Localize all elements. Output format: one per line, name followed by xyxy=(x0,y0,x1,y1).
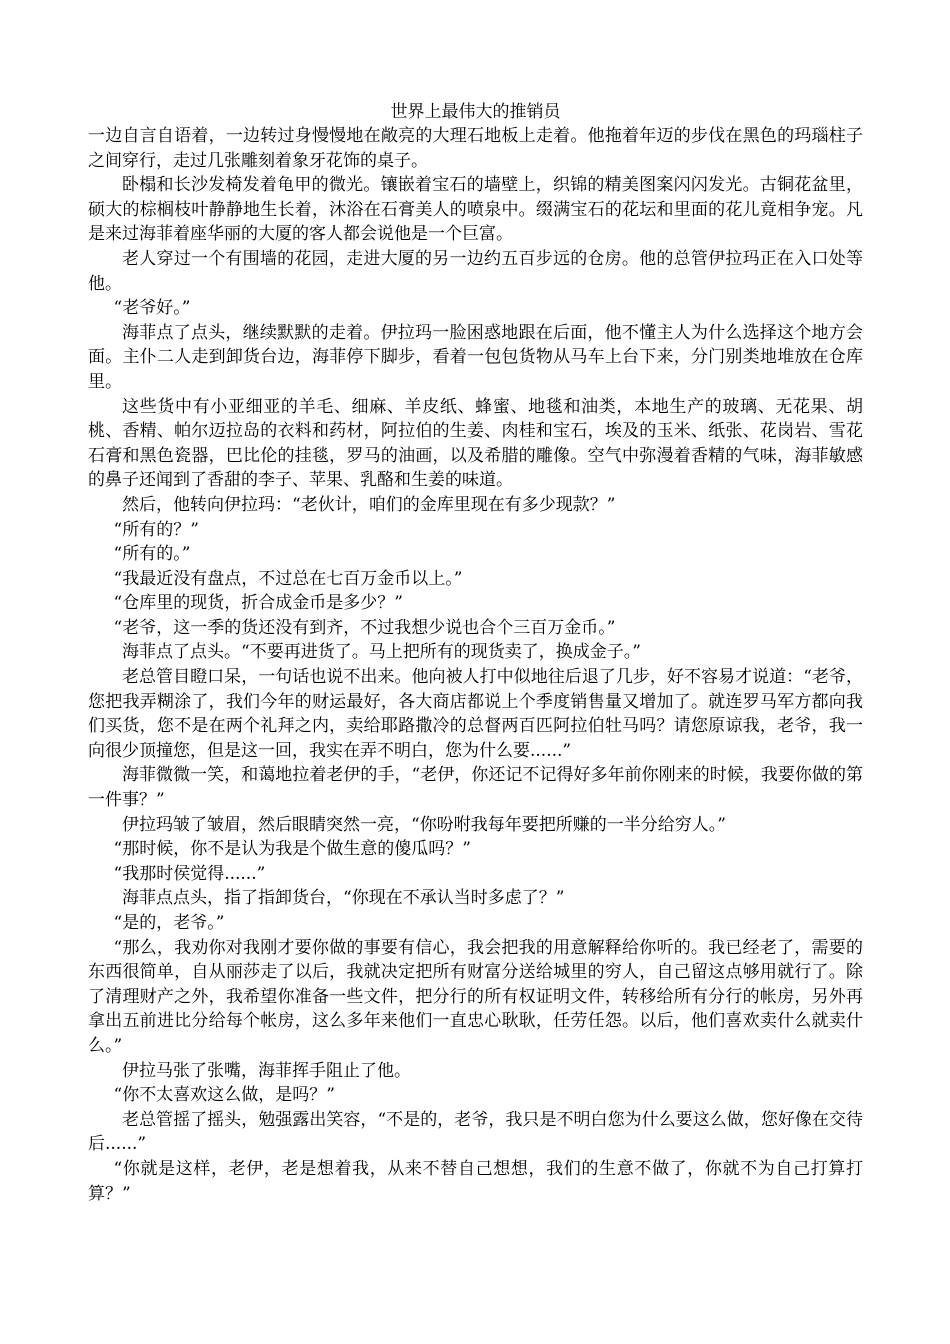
paragraph: “我最近没有盘点，不过总在七百万金币以上。” xyxy=(113,568,463,589)
paragraph: 伊拉玛皱了皱眉，然后眼睛突然一亮，“你吩咐我每年要把所赚的一半分给穷人。” xyxy=(122,814,726,835)
paragraph: 卧榻和长沙发椅发着龟甲的微光。镶嵌着宝石的墙壁上，织锦的精美图案闪闪发光。古铜花盆里，硕大的棕榈枝叶静静地生长着，沐浴在石膏美人的喷泉中。缀满宝石的花坛和里面的花儿竟相争宠。凡是来过海菲着座华丽的大厦的客人都会说他是一个巨富。 xyxy=(88,175,863,245)
paragraph: 这些货中有小亚细亚的羊毛、细麻、羊皮纸、蜂蜜、地毯和油类，本地生产的玻璃、无花果、胡桃、香精、帕尔迈拉岛的衣料和药材，阿拉伯的生姜、肉桂和宝石，埃及的玉米、纸张、花岗岩、雪花石膏和黑色瓷器，巴比伦的挂毯，罗马的油画，以及希腊的雕像。空气中弥漫着香精的气味，海菲敏感的鼻子还闻到了香甜的李子、苹果、乳酪和生姜的味道。 xyxy=(88,396,863,491)
paragraph: 老总管目瞪口呆，一句话也说不出来。他向被人打中似地往后退了几步，好不容易才说道：“老爷，您把我弄糊涂了，我们今年的财运最好，各大商店都说上个季度销售量又增加了。就连罗马军方都向我们买货，您不是在两个礼拜之内，卖给耶路撒冷的总督两百匹阿拉伯牡马吗？请您原谅我，老爷，我一向很少顶撞您，但是这一回，我实在弄不明白，您为什么要......” xyxy=(88,667,863,761)
paragraph: “那时候，你不是认为我是个做生意的傻瓜吗？” xyxy=(113,839,471,860)
document-body xyxy=(88,124,863,1206)
paragraph: 海菲点了点头。“不要再进货了。马上把所有的现货卖了，换成金子。” xyxy=(122,642,641,663)
paragraph: 伊拉马张了张嘴，海菲挥手阻止了他。 xyxy=(122,1060,411,1081)
paragraph: 老人穿过一个有围墙的花园，走进大厦的另一边约五百步远的仓房。他的总管伊拉玛正在入口处等他。 xyxy=(88,248,863,294)
paragraph: 老总管摇了摇头，勉强露出笑容，“不是的，老爷，我只是不明白您为什么要这么做，您好像在交待后......” xyxy=(88,1109,863,1155)
paragraph: 海菲点点头，指了指卸货台，“你现在不承认当时多虑了？” xyxy=(122,888,565,909)
document-page xyxy=(88,100,863,1206)
paragraph: “是的，老爷。” xyxy=(113,913,225,933)
document-title: 世界上最伟大的推销员 xyxy=(390,102,561,122)
paragraph: 海菲点了点头，继续默默的走着。伊拉玛一脸困惑地跟在后面，他不懂主人为什么选择这个地方会面。主仆二人走到卸货台边，海菲停下脚步，看着一包包货物从马车上台下来，分门别类地堆放在仓库里。 xyxy=(88,322,863,392)
paragraph: 海菲微微一笑，和蔼地拉着老伊的手，“老伊，你还记不记得好多年前你刚来的时候，我要你做的第一件事？” xyxy=(88,765,863,811)
paragraph: “你不太喜欢这么做，是吗？” xyxy=(113,1085,335,1106)
paragraph: “你就是这样，老伊，老是想着我，从来不替自己想想，我们的生意不做了，你就不为自己打算打算？” xyxy=(88,1158,863,1204)
paragraph: “我那时侯觉得......” xyxy=(113,863,266,884)
paragraph: “所有的。” xyxy=(113,544,191,565)
paragraph: “那么，我劝你对我刚才要你做的事要有信心，我会把我的用意解释给你听的。我已经老了，需要的东西很简单，自从丽莎走了以后，我就决定把所有财富分送给城里的穷人，自己留这点够用就行了。除了清理财产之外，我希望你准备一些文件，把分行的所有权证明文件，转移给所有分行的帐房，另外再拿出五前进比分给每个帐房，这么多年来他们一直忠心耿耿，任劳任怨。以后，他们喜欢卖什么就卖什么。” xyxy=(88,937,863,1056)
paragraph: 然后，他转向伊拉玛：“老伙计，咱们的金库里现在有多少现款？” xyxy=(122,494,616,515)
paragraph: 一边自言自语着，一边转过身慢慢地在敞亮的大理石地板上走着。他拖着年迈的步伐在黑色的玛瑙柱子之间穿行，走过几张雕刻着象牙花饰的桌子。 xyxy=(88,126,863,171)
paragraph: “所有的？” xyxy=(113,519,199,540)
paragraph: “老爷好。” xyxy=(113,298,191,319)
paragraph: “仓库里的现货，折合成金币是多少？” xyxy=(113,593,403,614)
paragraph: “老爷，这一季的货还没有到齐，不过我想少说也合个三百万金币。” xyxy=(113,617,616,638)
